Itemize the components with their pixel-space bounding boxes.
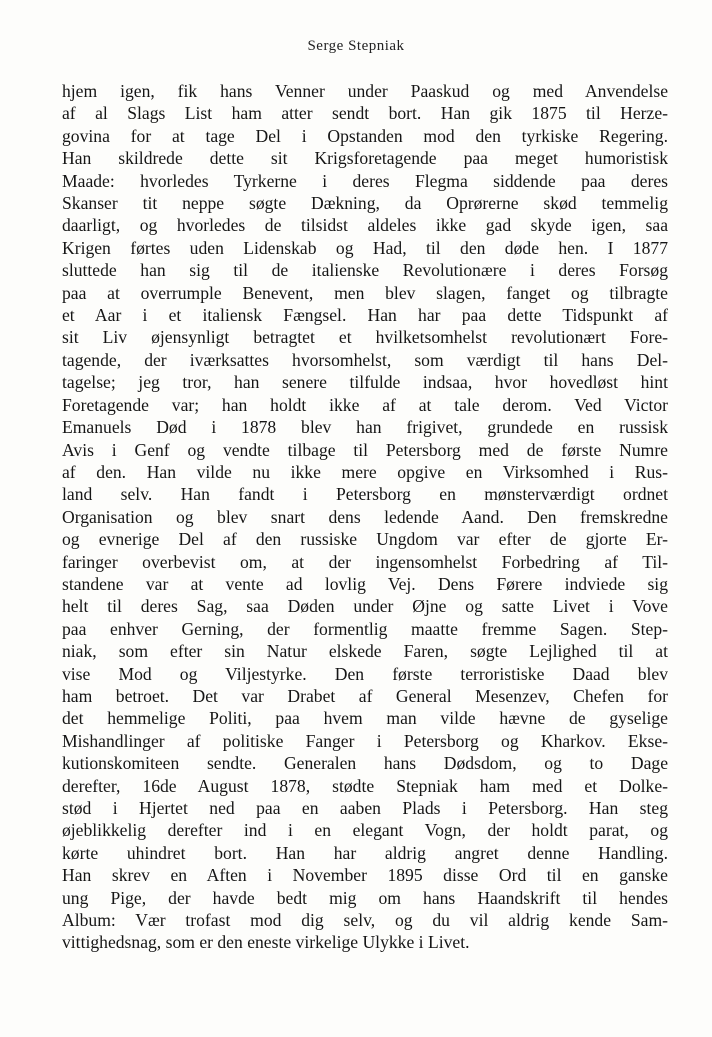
text-line: Han skildrede dette sit Krigsforetagende paa meget humoristisk [62, 148, 668, 169]
text-line: faringer overbevist om, at der ingensomhelst Forbedring af Til- [62, 551, 668, 572]
text-line: Maade: hvorledes Tyrkerne i deres Flegma siddende paa deres [62, 170, 668, 191]
text-line: govina for at tage Del i Opstanden mod den tyrkiske Regering. [62, 125, 668, 146]
text-line: paa at overrumple Benevent, men blev slagen, fanget og tilbragte [62, 282, 668, 303]
text-line: Avis i Genf og vendte tilbage til Petersborg med de første Numre [62, 439, 668, 460]
text-line: det hemmelige Politi, paa hvem man vilde hævne de gyselige [62, 708, 668, 729]
text-line: daarligt, og hvorledes de tilsidst aldeles ikke gad skyde igen, saa [62, 215, 668, 236]
text-line: af den. Han vilde nu ikke mere opgive en Virksomhed i Rus- [62, 461, 668, 482]
text-line: vittighedsnag, som er den eneste virkelige Ulykke i Livet. [62, 932, 470, 953]
text-line: land selv. Han fandt i Petersborg en mønsterværdigt ordnet [62, 484, 668, 505]
text-line: sluttede han sig til de italienske Revolutionære i deres Forsøg [62, 260, 668, 281]
text-line: Mishandlinger af politiske Fanger i Petersborg og Kharkov. Ekse- [62, 730, 668, 751]
text-line: et Aar i et italiensk Fængsel. Han har paa dette Tidspunkt af [62, 305, 668, 326]
text-line: Organisation og blev snart dens ledende Aand. Den fremskredne [62, 506, 668, 527]
text-line: paa enhver Gerning, der formentlig maatte fremme Sagen. Step- [62, 618, 668, 639]
text-line: og evnerige Del af den russiske Ungdom var efter de gjorte Er- [62, 529, 668, 550]
text-line: øjeblikkelig derefter ind i en elegant Vogn, der holdt parat, og [62, 820, 668, 841]
text-line: niak, som efter sin Natur elskede Faren, søgte Lejlighed til at [62, 641, 668, 662]
text-line: tagende, der iværksattes hvorsomhelst, som værdigt til hans Del- [62, 349, 668, 370]
text-line: helt til deres Sag, saa Døden under Øjne og satte Livet i Vove [62, 596, 668, 617]
running-head: Serge Stepniak [307, 38, 405, 54]
text-line: ham betroet. Det var Drabet af General Mesenzev, Chefen for [62, 685, 668, 706]
text-line: Emanuels Død i 1878 blev han frigivet, grundede en russisk [62, 417, 668, 438]
text-line: Krigen førtes uden Lidenskab og Had, til den døde hen. I 1877 [62, 237, 668, 258]
text-line: Album: Vær trofast mod dig selv, og du vil aldrig kende Sam- [62, 910, 668, 931]
text-line: ung Pige, der havde bedt mig om hans Haandskrift til hendes [62, 887, 668, 908]
text-line: kørte uhindret bort. Han har aldrig angret denne Handling. [62, 842, 668, 863]
text-line: Foretagende var; han holdt ikke af at tale derom. Ved Victor [62, 394, 668, 415]
text-line: af al Slags List ham atter sendt bort. Han gik 1875 til Herze- [62, 103, 668, 124]
text-line: sit Liv øjensynligt betragtet et hvilketsomhelst revolutionært Fore- [62, 327, 668, 348]
text-line: vise Mod og Viljestyrke. Den første terroristiske Daad blev [62, 663, 668, 684]
text-line: stød i Hjertet ned paa en aaben Plads i Petersborg. Han steg [62, 798, 668, 818]
text-line: Skanser tit neppe søgte Dækning, da Oprørerne skød temmelig [62, 193, 668, 214]
text-line: kutionskomiteen sendte. Generalen hans Dødsdom, og to Dage [62, 753, 668, 774]
body-text [62, 80, 668, 954]
text-line: Han skrev en Aften i November 1895 disse Ord til en ganske [62, 865, 668, 886]
text-line: standene var at vente ad lovlig Vej. Dens Førere indviede sig [62, 573, 668, 594]
text-line: hjem igen, fik hans Venner under Paaskud og med Anvendelse [62, 81, 668, 101]
text-line: derefter, 16de August 1878, stødte Stepniak ham med et Dolke- [62, 775, 668, 796]
text-line: tagelse; jeg tror, han senere tilfulde indsaa, hvor hovedløst hint [62, 372, 668, 393]
